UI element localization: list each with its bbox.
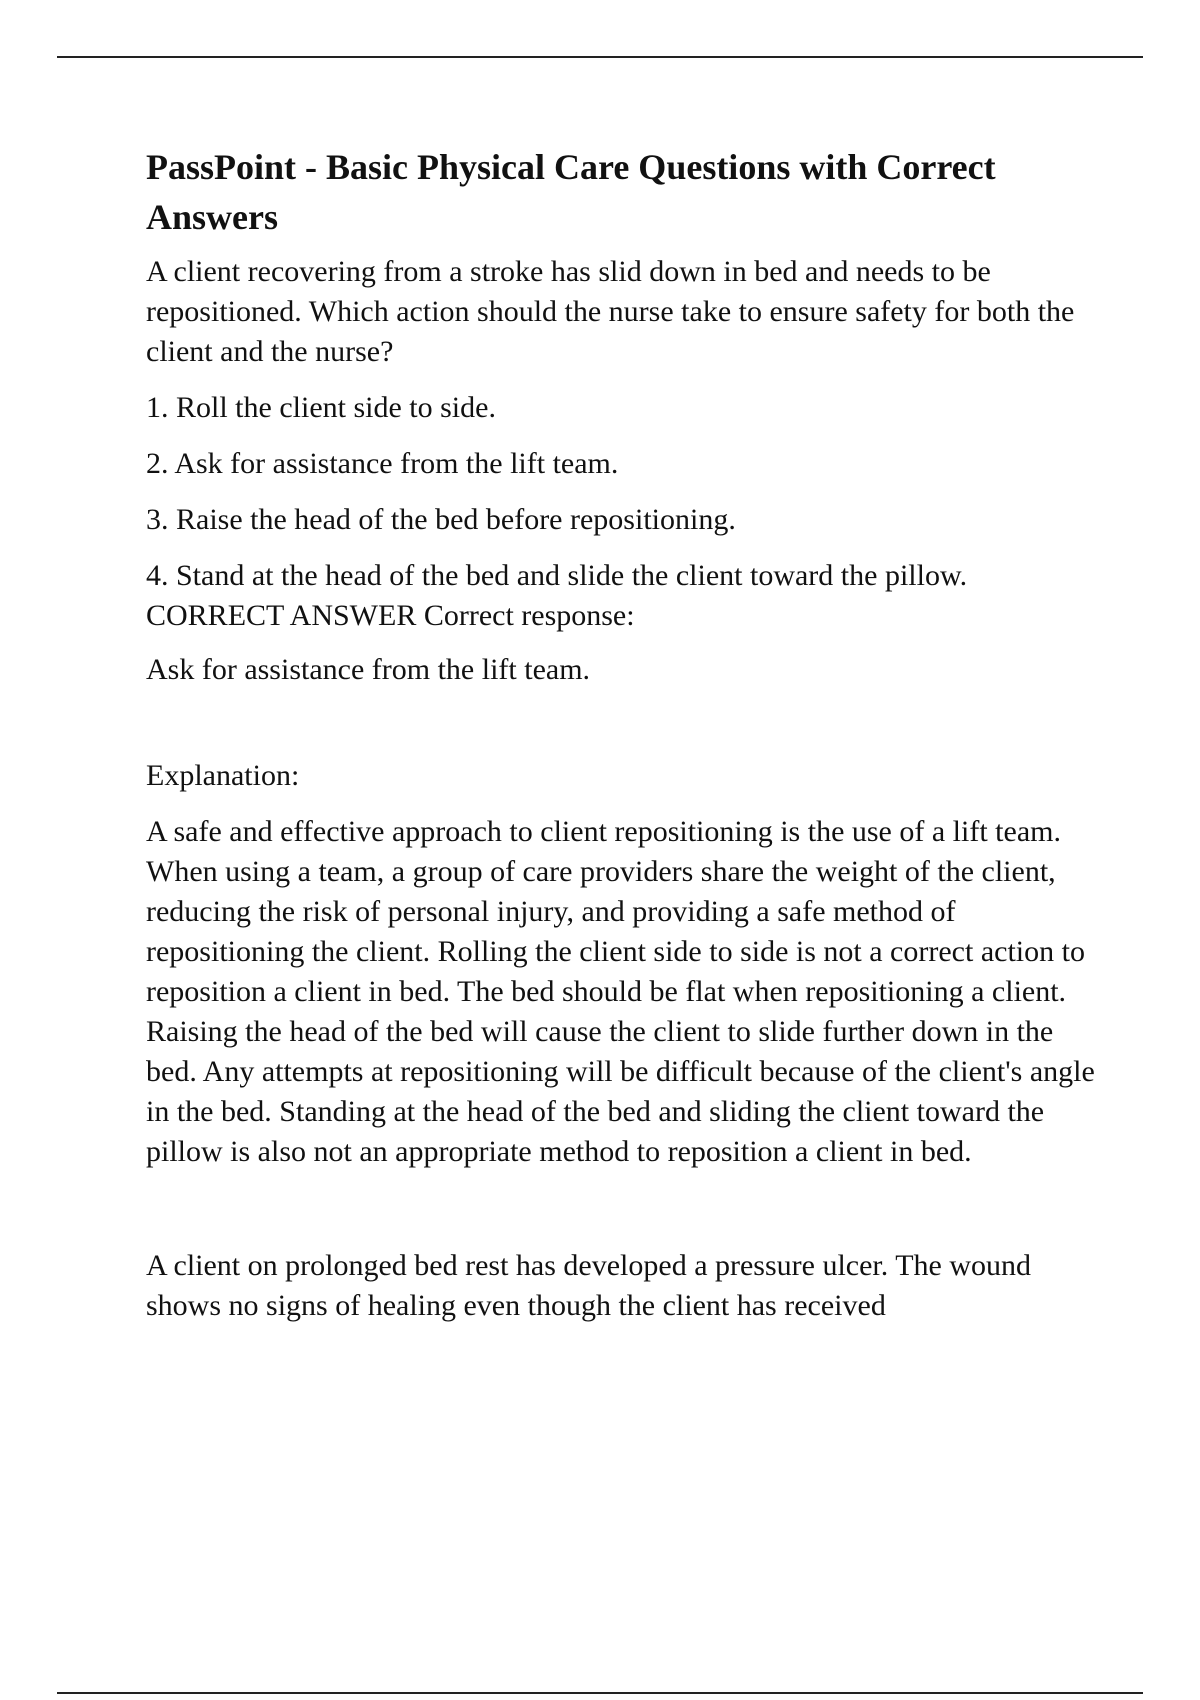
top-divider [57,56,1143,58]
answer-options [146,388,1106,596]
explanation-heading: Explanation: [146,759,300,792]
correct-answer-text: Ask for assistance from the lift team. [146,653,591,686]
question-stem: A client on prolonged bed rest has developed a pressure ulcer. The wound shows no signs of healing even though the client has received [146,1249,1032,1322]
option-2: 2. Ask for assistance from the lift team. [146,447,619,480]
correct-answer-label: CORRECT ANSWER Correct response: [146,599,635,632]
question-2 [146,1246,1106,1326]
document-page [146,142,1106,1326]
page-title: PassPoint - Basic Physical Care Questions with Correct Answers [146,147,996,237]
option-1: 1. Roll the client side to side. [146,391,496,424]
option-4: 4. Stand at the head of the bed and slide the client toward the pillow. [146,559,968,592]
bottom-divider [57,1692,1143,1694]
explanation-text: A safe and effective approach to client repositioning is the use of a lift team. When using a team, a group of care providers share the weight of the client, reducing the risk of personal injury, and providing a safe method of repositioning the client. Rolling the client side to side is not a correct action to reposition a client in bed. The bed should be flat when repositioning a client. Raising the head of the bed will cause the client to slide further down in the bed. Any attempts at repositioning will be difficult because of the client's angle in the bed. Standing at the head of the bed and sliding the client toward the pillow is also not an appropriate method to reposition a client in bed. [146,815,1095,1168]
question-1 [146,252,1106,1172]
question-stem: A client recovering from a stroke has slid down in bed and needs to be repositioned. Which action should the nurse take to ensure safety for both the client and the nurse? [146,255,1075,368]
option-3: 3. Raise the head of the bed before repositioning. [146,503,736,536]
